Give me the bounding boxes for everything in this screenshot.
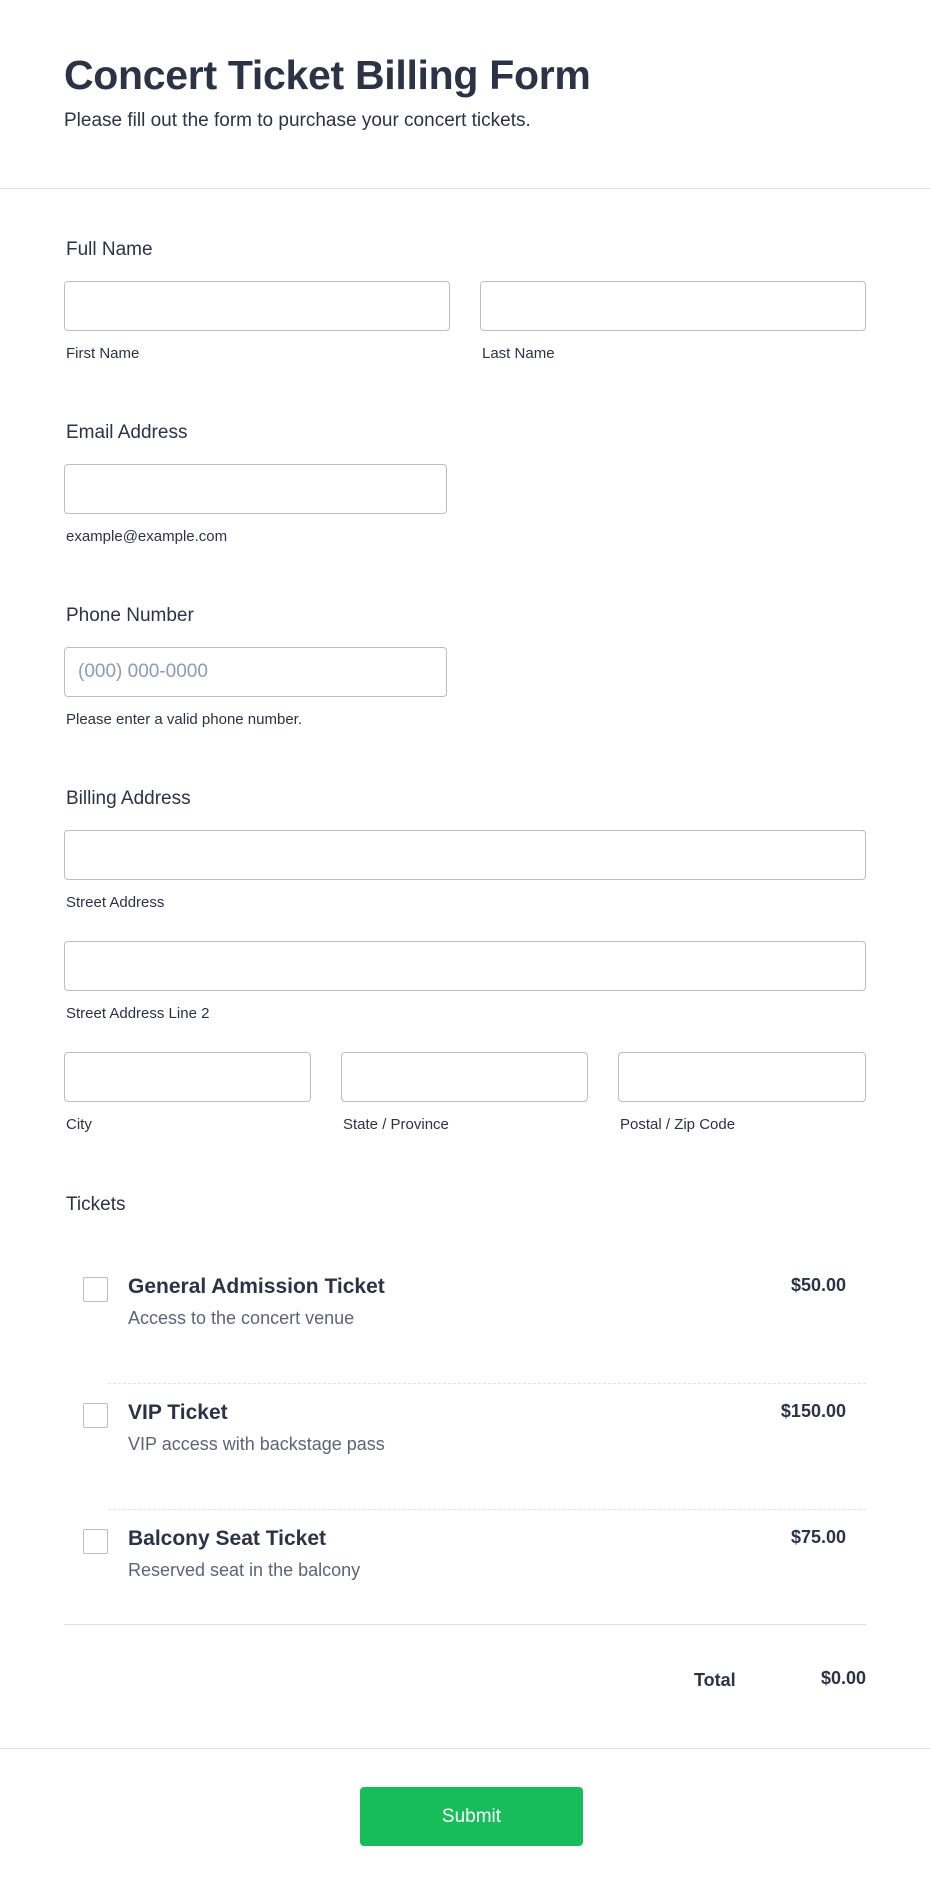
page-subtitle: Please fill out the form to purchase your concert tickets. — [64, 110, 531, 131]
street-address-sublabel: Street Address — [66, 894, 165, 911]
city-input[interactable] — [64, 1052, 311, 1102]
ticket-item-general-admission[interactable] — [64, 1258, 866, 1384]
zip-input[interactable] — [618, 1052, 866, 1102]
city-sublabel: City — [66, 1116, 92, 1133]
phone-input[interactable] — [64, 647, 447, 697]
ticket-price: $75.00 — [790, 1527, 846, 1547]
page-title: Concert Ticket Billing Form — [64, 52, 591, 98]
total-value: $0.00 — [820, 1668, 866, 1688]
last-name-sublabel: Last Name — [482, 345, 555, 362]
footer-divider — [0, 1748, 930, 1749]
ticket-description: VIP access with backstage pass — [128, 1434, 385, 1454]
total-divider — [64, 1624, 866, 1625]
street-address-line2-sublabel: Street Address Line 2 — [66, 1005, 210, 1022]
first-name-sublabel: First Name — [66, 345, 140, 362]
state-sublabel: State / Province — [343, 1116, 449, 1133]
street-address-input[interactable] — [64, 830, 866, 880]
email-label: Email Address — [66, 422, 188, 443]
tickets-label: Tickets — [66, 1194, 126, 1215]
phone-sublabel: Please enter a valid phone number. — [66, 711, 302, 728]
email-sublabel: example@example.com — [66, 528, 228, 545]
total-label: Total — [694, 1670, 736, 1690]
ticket-name: Balcony Seat Ticket — [128, 1527, 327, 1550]
street-address-line2-input[interactable] — [64, 941, 866, 991]
email-input[interactable] — [64, 464, 447, 514]
ticket-item-balcony-seat[interactable] — [64, 1510, 866, 1636]
ticket-price: $150.00 — [780, 1401, 846, 1421]
phone-label: Phone Number — [66, 605, 194, 626]
ticket-checkbox[interactable] — [83, 1403, 108, 1428]
state-input[interactable] — [341, 1052, 588, 1102]
ticket-description: Reserved seat in the balcony — [128, 1560, 361, 1580]
ticket-checkbox[interactable] — [83, 1277, 108, 1302]
form-header — [0, 0, 930, 189]
ticket-item-vip[interactable] — [64, 1384, 866, 1510]
ticket-price: $50.00 — [790, 1275, 846, 1295]
last-name-input[interactable] — [480, 281, 866, 331]
ticket-description: Access to the concert venue — [128, 1308, 355, 1328]
submit-button[interactable]: Submit — [360, 1787, 583, 1846]
zip-sublabel: Postal / Zip Code — [620, 1116, 736, 1133]
billing-address-label: Billing Address — [66, 788, 191, 809]
ticket-name: General Admission Ticket — [128, 1275, 385, 1298]
first-name-input[interactable] — [64, 281, 450, 331]
ticket-name: VIP Ticket — [128, 1401, 228, 1424]
full-name-label: Full Name — [66, 239, 153, 260]
ticket-checkbox[interactable] — [83, 1529, 108, 1554]
